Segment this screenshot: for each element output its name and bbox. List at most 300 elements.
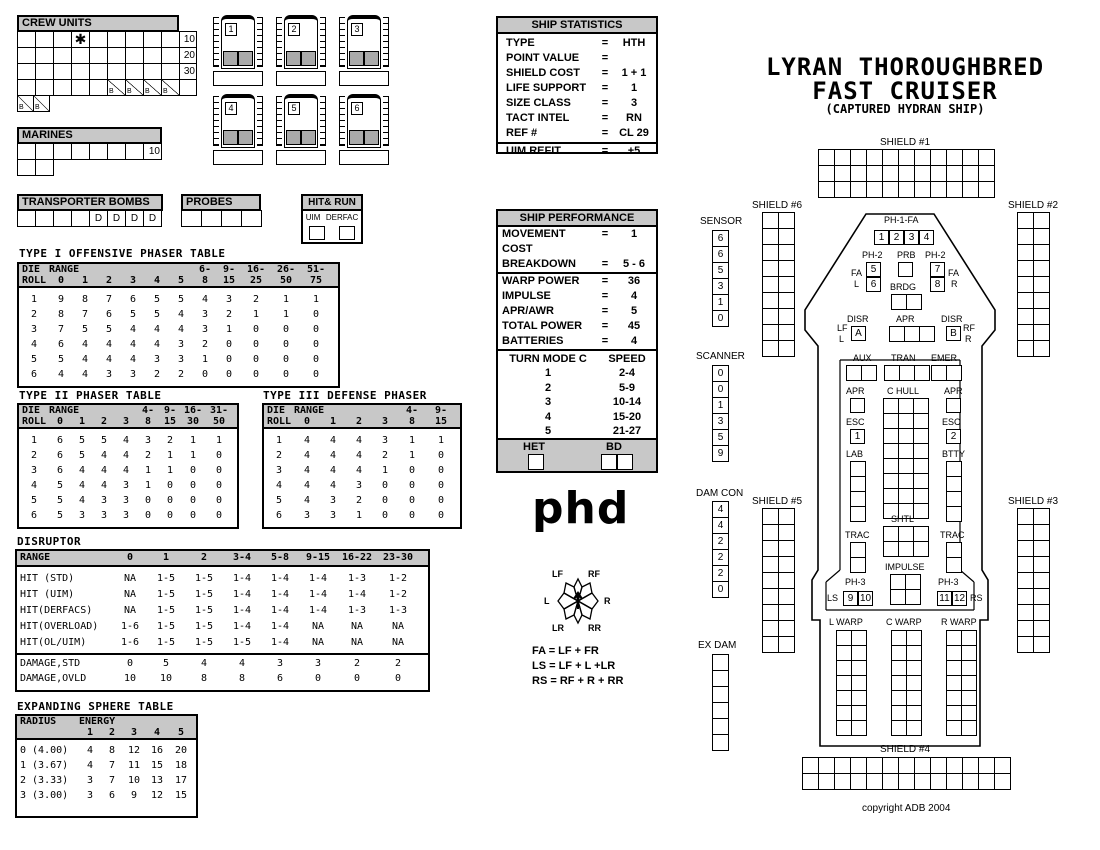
shield6-grid[interactable] (762, 212, 795, 357)
bomb-box[interactable] (18, 211, 36, 227)
lab-box[interactable] (851, 477, 866, 492)
shield1-box[interactable] (899, 150, 915, 166)
shield1-box[interactable] (963, 182, 979, 198)
shield4-box[interactable] (883, 774, 899, 790)
shield4-box[interactable] (899, 758, 915, 774)
ph1-box[interactable]: 2 (889, 230, 904, 245)
shield3-box[interactable] (1018, 509, 1034, 525)
exdam-box[interactable] (713, 671, 729, 687)
crew-box[interactable] (126, 64, 144, 80)
c-hull-box[interactable] (884, 429, 899, 444)
apr-top-box[interactable] (905, 327, 920, 342)
crew-star-icon[interactable]: ✱ (72, 32, 90, 48)
shield3-box[interactable] (1034, 509, 1050, 525)
ph2-box[interactable]: 7 (930, 262, 945, 277)
shield1-box[interactable] (947, 166, 963, 182)
c-warp-box[interactable] (907, 661, 922, 676)
c-hull-box[interactable] (914, 504, 929, 519)
c-warp-box[interactable] (907, 691, 922, 706)
r-warp-box[interactable] (962, 691, 977, 706)
damcon-box[interactable]: 2 (713, 550, 729, 566)
exdam-box[interactable] (713, 735, 729, 751)
c-hull-box[interactable] (884, 444, 899, 459)
sensor-box[interactable]: 1 (713, 295, 729, 311)
c-warp-box[interactable] (907, 646, 922, 661)
apr-top-box[interactable] (890, 327, 905, 342)
ph1-box[interactable]: 1 (874, 230, 889, 245)
shield5-box[interactable] (779, 637, 795, 653)
l-warp-box[interactable] (837, 631, 852, 646)
marine-box[interactable] (126, 144, 144, 160)
c-hull-box[interactable] (899, 399, 914, 414)
tran-box[interactable] (885, 366, 900, 381)
shield2-box[interactable] (1034, 245, 1050, 261)
shield2-box[interactable] (1018, 277, 1034, 293)
shuttle-bay-4[interactable] (213, 94, 263, 166)
shield1-box[interactable] (931, 150, 947, 166)
crew-box[interactable] (36, 32, 54, 48)
shield1-box[interactable] (851, 166, 867, 182)
shield3-box[interactable] (1034, 573, 1050, 589)
damcon-box[interactable]: 0 (713, 582, 729, 598)
crew-box[interactable] (144, 64, 162, 80)
shield4-box[interactable] (963, 758, 979, 774)
marine-box[interactable] (54, 144, 72, 160)
exdam-box[interactable] (713, 719, 729, 735)
damcon-box[interactable]: 2 (713, 534, 729, 550)
bridge-box[interactable] (892, 295, 907, 310)
esc-1-box[interactable]: 1 (850, 429, 865, 444)
crew-box[interactable] (18, 32, 36, 48)
shield1-box[interactable] (931, 166, 947, 182)
r-warp-box[interactable] (947, 661, 962, 676)
shield4-box[interactable] (803, 758, 819, 774)
shield3-box[interactable] (1034, 525, 1050, 541)
crew-box[interactable] (54, 48, 72, 64)
tran[interactable] (884, 365, 930, 381)
apr-top-box[interactable] (920, 327, 935, 342)
shield1-box[interactable] (915, 166, 931, 182)
shield1-box[interactable] (931, 182, 947, 198)
shield4-box[interactable] (979, 774, 995, 790)
ph3-box[interactable]: 12 (953, 593, 966, 604)
shuttle-bay-6[interactable] (339, 94, 389, 166)
r-warp-box[interactable] (962, 646, 977, 661)
lab-box[interactable] (851, 492, 866, 507)
shield2-box[interactable] (1018, 341, 1034, 357)
trac-left-box[interactable] (851, 543, 866, 558)
shtl[interactable] (883, 526, 929, 557)
shield4-box[interactable] (947, 774, 963, 790)
shield6-box[interactable] (763, 229, 779, 245)
shtl-box[interactable] (884, 542, 899, 557)
shield1-box[interactable] (915, 182, 931, 198)
shield4-box[interactable] (835, 774, 851, 790)
shield5-box[interactable] (763, 541, 779, 557)
lab-box[interactable] (851, 507, 866, 522)
hit-run-derfac-box[interactable] (339, 226, 355, 240)
crew-box[interactable] (162, 64, 180, 80)
crew-box[interactable] (162, 32, 180, 48)
sensor-box[interactable]: 0 (713, 311, 729, 327)
shield3-box[interactable] (1018, 525, 1034, 541)
crew-box[interactable] (108, 64, 126, 80)
tran-box[interactable] (915, 366, 930, 381)
dummy-bomb-box[interactable]: D (90, 211, 108, 227)
crew-box[interactable] (126, 48, 144, 64)
c-hull-box[interactable] (884, 414, 899, 429)
shield6-box[interactable] (763, 245, 779, 261)
shield6-box[interactable] (779, 245, 795, 261)
l-warp-box[interactable] (837, 646, 852, 661)
shield6-box[interactable] (779, 229, 795, 245)
aux[interactable] (846, 365, 877, 381)
c-hull-box[interactable] (914, 489, 929, 504)
shield1-box[interactable] (883, 182, 899, 198)
lab[interactable] (850, 461, 866, 522)
r-warp-box[interactable] (962, 676, 977, 691)
shield3-box[interactable] (1034, 621, 1050, 637)
crew-box[interactable] (36, 48, 54, 64)
shield1-box[interactable] (867, 182, 883, 198)
shield4-box[interactable] (995, 774, 1011, 790)
crew-box[interactable] (36, 80, 54, 96)
bomb-box[interactable] (54, 211, 72, 227)
shield6-box[interactable] (779, 341, 795, 357)
l-warp-box[interactable] (837, 691, 852, 706)
marine-box[interactable] (18, 144, 36, 160)
shield1-box[interactable] (883, 150, 899, 166)
r-warp-box[interactable] (947, 676, 962, 691)
shield3-box[interactable] (1034, 605, 1050, 621)
shield5-box[interactable] (763, 509, 779, 525)
scanner-box[interactable]: 3 (713, 414, 729, 430)
shtl-box[interactable] (899, 527, 914, 542)
shield6-box[interactable] (763, 309, 779, 325)
bridge[interactable] (891, 294, 922, 310)
transporter-bombs-grid[interactable] (17, 210, 162, 227)
shield5-grid[interactable] (762, 508, 795, 653)
shield4-box[interactable] (995, 758, 1011, 774)
scanner-box[interactable]: 0 (713, 382, 729, 398)
c-warp-box[interactable] (907, 676, 922, 691)
shield3-box[interactable] (1018, 605, 1034, 621)
scanner-box[interactable]: 0 (713, 366, 729, 382)
shuttle-status-box[interactable] (339, 71, 389, 86)
shield6-box[interactable] (763, 213, 779, 229)
crew-box[interactable] (90, 32, 108, 48)
r-warp-box[interactable] (947, 691, 962, 706)
shield5-box[interactable] (779, 621, 795, 637)
marine-box[interactable] (108, 144, 126, 160)
c-hull-box[interactable] (914, 474, 929, 489)
shield5-box[interactable] (779, 509, 795, 525)
probes-grid[interactable] (181, 210, 262, 227)
ph1-box[interactable]: 3 (904, 230, 919, 245)
marine-box[interactable] (18, 160, 36, 176)
emer-box[interactable] (947, 366, 962, 381)
shield5-box[interactable] (779, 541, 795, 557)
lab-box[interactable] (851, 462, 866, 477)
shield4-box[interactable] (963, 774, 979, 790)
ph3-box[interactable]: 11 (937, 591, 952, 606)
shield5-box[interactable] (763, 621, 779, 637)
shield1-box[interactable] (979, 150, 995, 166)
c-warp-box[interactable] (907, 631, 922, 646)
r-warp-box[interactable] (947, 706, 962, 721)
shield4-box[interactable] (867, 758, 883, 774)
tran-box[interactable] (900, 366, 915, 381)
r-warp-box[interactable] (947, 631, 962, 646)
btty[interactable] (946, 461, 962, 522)
trac-right[interactable] (946, 542, 962, 573)
damcon-box[interactable]: 2 (713, 566, 729, 582)
probe-box[interactable] (242, 211, 262, 227)
probe-box[interactable] (222, 211, 242, 227)
marine-box[interactable] (90, 144, 108, 160)
crew-box[interactable] (72, 48, 90, 64)
shield5-box[interactable] (779, 573, 795, 589)
exdam-box[interactable] (713, 655, 729, 671)
boarding-box[interactable]: B (18, 96, 34, 112)
crew-box[interactable] (144, 48, 162, 64)
bd-box-1[interactable] (601, 454, 617, 470)
shield4-box[interactable] (835, 758, 851, 774)
ph3-box[interactable]: 9 (843, 591, 858, 606)
marines-mark-cell[interactable]: 10 (144, 144, 162, 160)
btty-box[interactable] (947, 477, 962, 492)
impulse-box[interactable] (906, 590, 921, 605)
shield2-box[interactable] (1018, 325, 1034, 341)
crew-units-extra[interactable] (17, 95, 50, 112)
c-hull-box[interactable] (914, 399, 929, 414)
damcon-box[interactable]: 4 (713, 518, 729, 534)
shield5-box[interactable] (763, 557, 779, 573)
crew-box[interactable] (36, 64, 54, 80)
crew-box[interactable] (126, 32, 144, 48)
shield1-box[interactable] (835, 166, 851, 182)
esc-2-box[interactable]: 2 (946, 429, 961, 444)
emer[interactable] (931, 365, 962, 381)
shield3-box[interactable] (1034, 589, 1050, 605)
apr-right-box[interactable] (946, 398, 961, 413)
shuttle-bay-3[interactable] (339, 15, 389, 87)
shield6-box[interactable] (763, 293, 779, 309)
crew-mark-cell[interactable]: 30 (180, 64, 197, 80)
crew-box[interactable] (54, 32, 72, 48)
shield6-box[interactable] (763, 277, 779, 293)
shield4-box[interactable] (931, 774, 947, 790)
aux-box[interactable] (862, 366, 877, 381)
shield5-box[interactable] (779, 525, 795, 541)
c-hull-box[interactable] (899, 444, 914, 459)
shield1-box[interactable] (867, 166, 883, 182)
bridge-box[interactable] (907, 295, 922, 310)
c-hull-box[interactable] (899, 414, 914, 429)
c-warp-box[interactable] (907, 721, 922, 736)
shield1-box[interactable] (819, 182, 835, 198)
shield1-box[interactable] (835, 150, 851, 166)
crew-box[interactable] (18, 64, 36, 80)
shield2-box[interactable] (1034, 341, 1050, 357)
shuttle-status-box[interactable] (213, 71, 263, 86)
c-warp-box[interactable] (907, 706, 922, 721)
shield5-box[interactable] (779, 605, 795, 621)
shield2-box[interactable] (1034, 309, 1050, 325)
marine-box[interactable] (36, 144, 54, 160)
boarding-box[interactable]: B (144, 80, 162, 96)
ph2-box[interactable]: 5 (866, 262, 881, 277)
shield1-box[interactable] (819, 150, 835, 166)
crew-box[interactable] (54, 80, 72, 96)
impulse-box[interactable] (906, 575, 921, 590)
shield1-box[interactable] (899, 182, 915, 198)
crew-box[interactable] (72, 64, 90, 80)
l-warp-box[interactable] (852, 631, 867, 646)
shield6-box[interactable] (779, 277, 795, 293)
shield2-box[interactable] (1034, 229, 1050, 245)
shield5-box[interactable] (779, 589, 795, 605)
disruptor-b-box[interactable]: B (946, 326, 961, 341)
crew-units-grid[interactable] (17, 31, 197, 96)
shield1-box[interactable] (835, 182, 851, 198)
l-warp-box[interactable] (852, 676, 867, 691)
shield4-box[interactable] (867, 774, 883, 790)
shield1-grid[interactable] (818, 149, 995, 198)
boarding-box[interactable]: B (34, 96, 50, 112)
shield6-box[interactable] (779, 261, 795, 277)
shield3-box[interactable] (1034, 541, 1050, 557)
c-warp-box[interactable] (892, 721, 907, 736)
shtl-box[interactable] (884, 527, 899, 542)
c-hull-box[interactable] (914, 414, 929, 429)
shield1-box[interactable] (963, 166, 979, 182)
shield2-box[interactable] (1034, 293, 1050, 309)
probe-box[interactable] (202, 211, 222, 227)
l-warp-box[interactable] (837, 676, 852, 691)
shield1-box[interactable] (899, 166, 915, 182)
shield1-box[interactable] (867, 150, 883, 166)
dummy-bomb-box[interactable]: D (108, 211, 126, 227)
shield5-box[interactable] (763, 605, 779, 621)
crew-box[interactable] (72, 80, 90, 96)
trac-right-box[interactable] (947, 543, 962, 558)
crew-box[interactable] (162, 48, 180, 64)
sensor-box[interactable]: 6 (713, 247, 729, 263)
shield4-box[interactable] (883, 758, 899, 774)
shield4-box[interactable] (851, 758, 867, 774)
c-hull-box[interactable] (884, 489, 899, 504)
exdam-box[interactable] (713, 687, 729, 703)
c-hull-box[interactable] (899, 489, 914, 504)
ph1-box[interactable]: 4 (919, 230, 934, 245)
shield6-box[interactable] (763, 261, 779, 277)
shield3-box[interactable] (1018, 557, 1034, 573)
r-warp-box[interactable] (947, 646, 962, 661)
shield4-box[interactable] (819, 758, 835, 774)
c-warp[interactable] (891, 630, 922, 736)
r-warp[interactable] (946, 630, 977, 736)
l-warp-box[interactable] (837, 706, 852, 721)
shield4-box[interactable] (947, 758, 963, 774)
r-warp-box[interactable] (947, 721, 962, 736)
shuttle-status-box[interactable] (339, 150, 389, 165)
crew-box[interactable] (54, 64, 72, 80)
dummy-bomb-box[interactable]: D (144, 211, 162, 227)
shield6-box[interactable] (763, 325, 779, 341)
c-hull-box[interactable] (914, 459, 929, 474)
probe-box[interactable] (182, 211, 202, 227)
btty-box[interactable] (947, 507, 962, 522)
crew-box[interactable] (90, 48, 108, 64)
scanner-box[interactable]: 9 (713, 446, 729, 462)
bomb-box[interactable] (36, 211, 54, 227)
shield6-box[interactable] (763, 341, 779, 357)
r-warp-box[interactable] (962, 706, 977, 721)
btty-box[interactable] (947, 462, 962, 477)
shield6-box[interactable] (779, 293, 795, 309)
shield3-box[interactable] (1018, 541, 1034, 557)
c-hull-box[interactable] (899, 429, 914, 444)
c-hull-box[interactable] (884, 459, 899, 474)
shield5-box[interactable] (763, 637, 779, 653)
crew-box[interactable] (90, 80, 108, 96)
shield1-box[interactable] (819, 166, 835, 182)
shield2-box[interactable] (1018, 293, 1034, 309)
crew-box[interactable] (144, 32, 162, 48)
shield1-box[interactable] (851, 150, 867, 166)
c-hull-box[interactable] (899, 459, 914, 474)
scanner-box[interactable]: 5 (713, 430, 729, 446)
shield2-box[interactable] (1018, 229, 1034, 245)
shield2-box[interactable] (1018, 213, 1034, 229)
crew-mark-cell[interactable]: 10 (180, 32, 197, 48)
r-warp-box[interactable] (962, 661, 977, 676)
shtl-box[interactable] (914, 542, 929, 557)
r-warp-box[interactable] (962, 631, 977, 646)
shield1-box[interactable] (963, 150, 979, 166)
shield1-box[interactable] (979, 166, 995, 182)
impulse[interactable] (890, 574, 921, 605)
shield1-box[interactable] (979, 182, 995, 198)
shuttle-status-box[interactable] (276, 150, 326, 165)
scanner-track[interactable] (712, 365, 729, 462)
c-warp-box[interactable] (892, 631, 907, 646)
probe-launcher-box[interactable] (898, 262, 913, 277)
crew-box[interactable] (90, 64, 108, 80)
crew-box[interactable] (108, 32, 126, 48)
c-warp-box[interactable] (892, 646, 907, 661)
shield3-box[interactable] (1018, 573, 1034, 589)
crew-box[interactable] (180, 80, 197, 96)
c-warp-box[interactable] (892, 691, 907, 706)
shield6-box[interactable] (779, 309, 795, 325)
scanner-box[interactable]: 1 (713, 398, 729, 414)
c-warp-box[interactable] (892, 706, 907, 721)
shield2-box[interactable] (1034, 213, 1050, 229)
disruptor-a-box[interactable]: A (851, 326, 866, 341)
l-warp-box[interactable] (837, 721, 852, 736)
shield1-box[interactable] (947, 182, 963, 198)
sensor-box[interactable]: 5 (713, 263, 729, 279)
ph3-box[interactable]: 10 (859, 593, 872, 604)
impulse-box[interactable] (891, 575, 906, 590)
btty-box[interactable] (947, 492, 962, 507)
shuttle-status-box[interactable] (276, 71, 326, 86)
hit-run-uim-box[interactable] (309, 226, 325, 240)
exdam-box[interactable] (713, 703, 729, 719)
marine-box[interactable] (72, 144, 90, 160)
